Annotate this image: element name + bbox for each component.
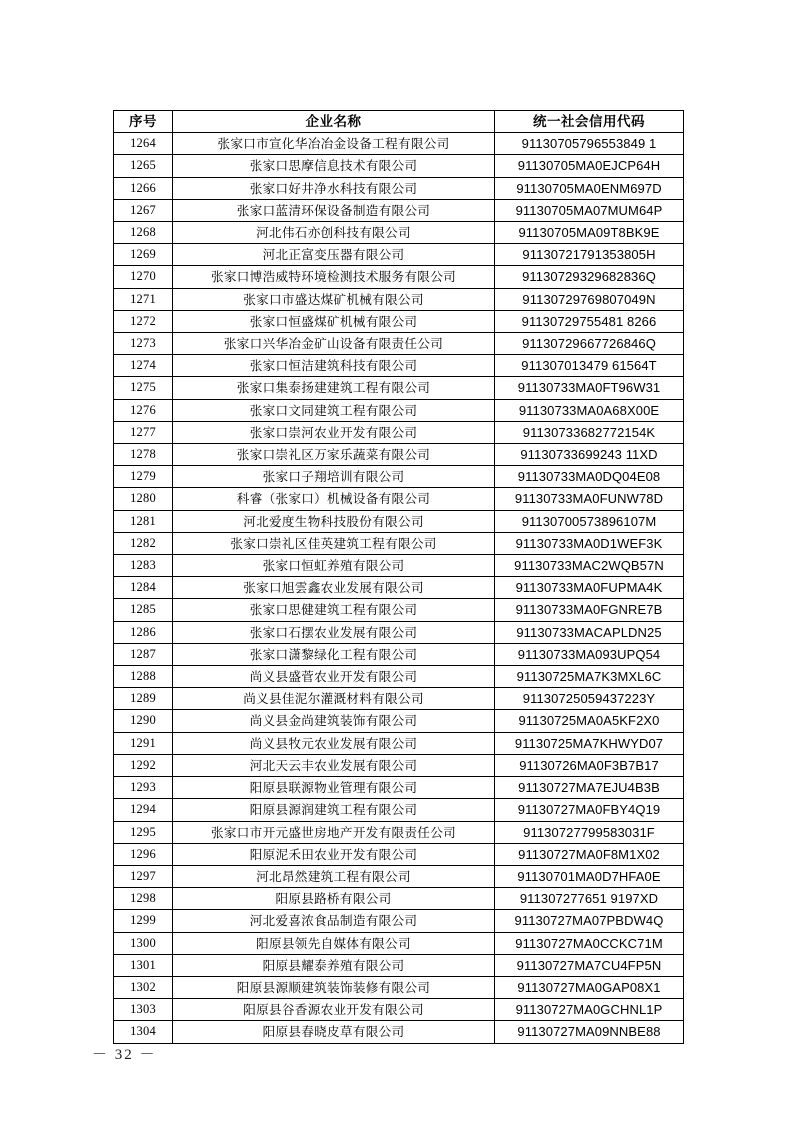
table-row [114, 177, 684, 199]
cell-credit-code: 91130729769807049N [495, 288, 684, 310]
table-row [114, 399, 684, 421]
cell-sequence: 1280 [114, 488, 173, 510]
table-row [114, 754, 684, 776]
cell-credit-code: 91130727MA0FBY4Q19 [495, 799, 684, 821]
column-header-enterprise-name: 企业名称 [173, 111, 495, 133]
cell-enterprise-name: 张家口市开元盛世房地产开发有限责任公司 [173, 821, 495, 843]
cell-credit-code: 91130729329682836Q [495, 266, 684, 288]
cell-enterprise-name: 张家口思摩信息技术有限公司 [173, 155, 495, 177]
cell-credit-code: 91130733MA0FGNRE7B [495, 599, 684, 621]
cell-enterprise-name: 张家口潇黎绿化工程有限公司 [173, 643, 495, 665]
cell-sequence: 1303 [114, 999, 173, 1021]
cell-credit-code: 91130705796553849 1 [495, 133, 684, 155]
table-row [114, 199, 684, 221]
cell-enterprise-name: 张家口崇河农业开发有限公司 [173, 421, 495, 443]
cell-enterprise-name: 张家口石摆农业发展有限公司 [173, 621, 495, 643]
cell-enterprise-name: 阳原县源顺建筑装饰装修有限公司 [173, 976, 495, 998]
enterprise-listing-table-container [113, 110, 683, 1044]
cell-credit-code: 91130733682772154K [495, 421, 684, 443]
table-row [114, 910, 684, 932]
table-row [114, 244, 684, 266]
cell-sequence: 1299 [114, 910, 173, 932]
cell-sequence: 1291 [114, 732, 173, 754]
column-header-sequence: 序号 [114, 111, 173, 133]
cell-credit-code: 911307013479 61564T [495, 355, 684, 377]
cell-enterprise-name: 阳原县联源物业管理有限公司 [173, 777, 495, 799]
table-row [114, 666, 684, 688]
cell-credit-code: 91130727MA0CCKC71M [495, 932, 684, 954]
cell-enterprise-name: 张家口兴华冶金矿山设备有限责任公司 [173, 333, 495, 355]
table-row [114, 266, 684, 288]
cell-credit-code: 911307277651 9197XD [495, 888, 684, 910]
cell-enterprise-name: 张家口文同建筑工程有限公司 [173, 399, 495, 421]
cell-sequence: 1284 [114, 577, 173, 599]
table-row [114, 621, 684, 643]
cell-credit-code: 91130705MA09T8BK9E [495, 222, 684, 244]
table-row [114, 688, 684, 710]
table-row [114, 288, 684, 310]
cell-credit-code: 91130727799583031F [495, 821, 684, 843]
cell-enterprise-name: 尚义县牧元农业发展有限公司 [173, 732, 495, 754]
cell-sequence: 1286 [114, 621, 173, 643]
table-row [114, 1021, 684, 1043]
cell-sequence: 1269 [114, 244, 173, 266]
cell-sequence: 1274 [114, 355, 173, 377]
cell-credit-code: 91130725059437223Y [495, 688, 684, 710]
cell-sequence: 1288 [114, 666, 173, 688]
table-body [114, 133, 684, 1043]
cell-sequence: 1272 [114, 310, 173, 332]
cell-credit-code: 91130733MAC2WQB57N [495, 555, 684, 577]
cell-enterprise-name: 张家口集泰扬建建筑工程有限公司 [173, 377, 495, 399]
cell-enterprise-name: 张家口恒盛煤矿机械有限公司 [173, 310, 495, 332]
cell-credit-code: 91130727MA0GAP08X1 [495, 976, 684, 998]
table-row [114, 133, 684, 155]
cell-sequence: 1302 [114, 976, 173, 998]
table-row [114, 532, 684, 554]
cell-credit-code: 91130733MA0FUPMA4K [495, 577, 684, 599]
cell-credit-code: 91130733MA0FT96W31 [495, 377, 684, 399]
cell-sequence: 1296 [114, 843, 173, 865]
cell-credit-code: 91130701MA0D7HFA0E [495, 865, 684, 887]
table-row [114, 466, 684, 488]
enterprise-listing-table [113, 110, 684, 1044]
table-row [114, 555, 684, 577]
cell-sequence: 1268 [114, 222, 173, 244]
cell-sequence: 1289 [114, 688, 173, 710]
column-header-credit-code: 统一社会信用代码 [495, 111, 684, 133]
cell-enterprise-name: 阳原县春晓皮草有限公司 [173, 1021, 495, 1043]
cell-credit-code: 91130727MA09NNBE88 [495, 1021, 684, 1043]
cell-enterprise-name: 科睿（张家口）机械设备有限公司 [173, 488, 495, 510]
cell-credit-code: 91130733MA0FUNW78D [495, 488, 684, 510]
cell-sequence: 1267 [114, 199, 173, 221]
cell-credit-code: 91130733MA093UPQ54 [495, 643, 684, 665]
cell-sequence: 1298 [114, 888, 173, 910]
cell-credit-code: 91130729755481 8266 [495, 310, 684, 332]
cell-credit-code: 91130705MA0EJCP64H [495, 155, 684, 177]
cell-sequence: 1304 [114, 1021, 173, 1043]
table-row [114, 888, 684, 910]
cell-enterprise-name: 张家口市宣化华冶冶金设备工程有限公司 [173, 133, 495, 155]
table-row [114, 444, 684, 466]
cell-enterprise-name: 阳原县路桥有限公司 [173, 888, 495, 910]
table-row [114, 954, 684, 976]
cell-enterprise-name: 河北爱喜浓食品制造有限公司 [173, 910, 495, 932]
table-row [114, 843, 684, 865]
cell-credit-code: 91130700573896107M [495, 510, 684, 532]
cell-credit-code: 91130727MA07PBDW4Q [495, 910, 684, 932]
cell-sequence: 1300 [114, 932, 173, 954]
table-row [114, 310, 684, 332]
cell-credit-code: 91130726MA0F3B7B17 [495, 754, 684, 776]
cell-enterprise-name: 尚义县金尚建筑装饰有限公司 [173, 710, 495, 732]
cell-credit-code: 91130705MA0ENM697D [495, 177, 684, 199]
cell-enterprise-name: 张家口好井净水科技有限公司 [173, 177, 495, 199]
page-number-footer: － 32 － [92, 1047, 157, 1063]
cell-enterprise-name: 张家口子翔培训有限公司 [173, 466, 495, 488]
cell-sequence: 1301 [114, 954, 173, 976]
cell-credit-code: 91130733MA0A68X00E [495, 399, 684, 421]
cell-enterprise-name: 尚义县佳泥尔灌溉材料有限公司 [173, 688, 495, 710]
cell-enterprise-name: 张家口博浩威特环境检测技术服务有限公司 [173, 266, 495, 288]
table-header [114, 111, 684, 133]
cell-enterprise-name: 尚义县盛菅农业开发有限公司 [173, 666, 495, 688]
table-row [114, 710, 684, 732]
cell-enterprise-name: 阳原泥禾田农业开发有限公司 [173, 843, 495, 865]
table-header-row [114, 111, 684, 133]
table-row [114, 599, 684, 621]
table-row [114, 999, 684, 1021]
cell-enterprise-name: 张家口恒虹养殖有限公司 [173, 555, 495, 577]
table-row [114, 377, 684, 399]
cell-sequence: 1273 [114, 333, 173, 355]
cell-sequence: 1265 [114, 155, 173, 177]
table-row [114, 799, 684, 821]
table-row [114, 821, 684, 843]
cell-credit-code: 91130725MA7K3MXL6C [495, 666, 684, 688]
cell-sequence: 1276 [114, 399, 173, 421]
cell-sequence: 1287 [114, 643, 173, 665]
table-row [114, 932, 684, 954]
cell-sequence: 1271 [114, 288, 173, 310]
table-row [114, 577, 684, 599]
cell-enterprise-name: 阳原县谷香源农业开发有限公司 [173, 999, 495, 1021]
cell-enterprise-name: 河北爱度生物科技股份有限公司 [173, 510, 495, 532]
cell-credit-code: 91130727MA7EJU4B3B [495, 777, 684, 799]
cell-sequence: 1293 [114, 777, 173, 799]
cell-sequence: 1282 [114, 532, 173, 554]
cell-credit-code: 91130727MA7CU4FP5N [495, 954, 684, 976]
cell-enterprise-name: 河北正富变压器有限公司 [173, 244, 495, 266]
cell-sequence: 1295 [114, 821, 173, 843]
cell-credit-code: 91130725MA7KHWYD07 [495, 732, 684, 754]
table-row [114, 355, 684, 377]
table-row [114, 488, 684, 510]
cell-credit-code: 91130729667726846Q [495, 333, 684, 355]
cell-enterprise-name: 阳原县源润建筑工程有限公司 [173, 799, 495, 821]
cell-credit-code: 91130727MA0GCHNL1P [495, 999, 684, 1021]
cell-sequence: 1277 [114, 421, 173, 443]
cell-enterprise-name: 张家口崇礼区万家乐蔬菜有限公司 [173, 444, 495, 466]
cell-enterprise-name: 阳原县领先自媒体有限公司 [173, 932, 495, 954]
cell-credit-code: 91130733MACAPLDN25 [495, 621, 684, 643]
cell-sequence: 1264 [114, 133, 173, 155]
cell-sequence: 1294 [114, 799, 173, 821]
table-row [114, 333, 684, 355]
table-row [114, 777, 684, 799]
cell-sequence: 1283 [114, 555, 173, 577]
cell-credit-code: 91130733MA0D1WEF3K [495, 532, 684, 554]
table-row [114, 732, 684, 754]
cell-sequence: 1266 [114, 177, 173, 199]
table-row [114, 510, 684, 532]
table-row [114, 421, 684, 443]
cell-sequence: 1275 [114, 377, 173, 399]
cell-enterprise-name: 河北伟石亦创科技有限公司 [173, 222, 495, 244]
cell-enterprise-name: 阳原县耀泰养殖有限公司 [173, 954, 495, 976]
cell-enterprise-name: 张家口市盛达煤矿机械有限公司 [173, 288, 495, 310]
table-row [114, 222, 684, 244]
cell-sequence: 1285 [114, 599, 173, 621]
cell-credit-code: 91130733699243 11XD [495, 444, 684, 466]
cell-enterprise-name: 张家口旭雲鑫农业发展有限公司 [173, 577, 495, 599]
cell-sequence: 1281 [114, 510, 173, 532]
table-row [114, 976, 684, 998]
cell-credit-code: 91130721791353805H [495, 244, 684, 266]
table-row [114, 155, 684, 177]
cell-sequence: 1297 [114, 865, 173, 887]
cell-sequence: 1292 [114, 754, 173, 776]
cell-sequence: 1270 [114, 266, 173, 288]
cell-sequence: 1290 [114, 710, 173, 732]
cell-enterprise-name: 张家口崇礼区佳英建筑工程有限公司 [173, 532, 495, 554]
table-row [114, 643, 684, 665]
cell-sequence: 1278 [114, 444, 173, 466]
cell-credit-code: 91130725MA0A5KF2X0 [495, 710, 684, 732]
cell-enterprise-name: 河北天云丰农业发展有限公司 [173, 754, 495, 776]
cell-credit-code: 91130705MA07MUM64P [495, 199, 684, 221]
cell-sequence: 1279 [114, 466, 173, 488]
cell-enterprise-name: 张家口蓝清环保设备制造有限公司 [173, 199, 495, 221]
cell-enterprise-name: 张家口思健建筑工程有限公司 [173, 599, 495, 621]
cell-credit-code: 91130733MA0DQ04E08 [495, 466, 684, 488]
table-row [114, 865, 684, 887]
cell-enterprise-name: 河北昂然建筑工程有限公司 [173, 865, 495, 887]
cell-credit-code: 91130727MA0F8M1X02 [495, 843, 684, 865]
cell-enterprise-name: 张家口恒洁建筑科技有限公司 [173, 355, 495, 377]
